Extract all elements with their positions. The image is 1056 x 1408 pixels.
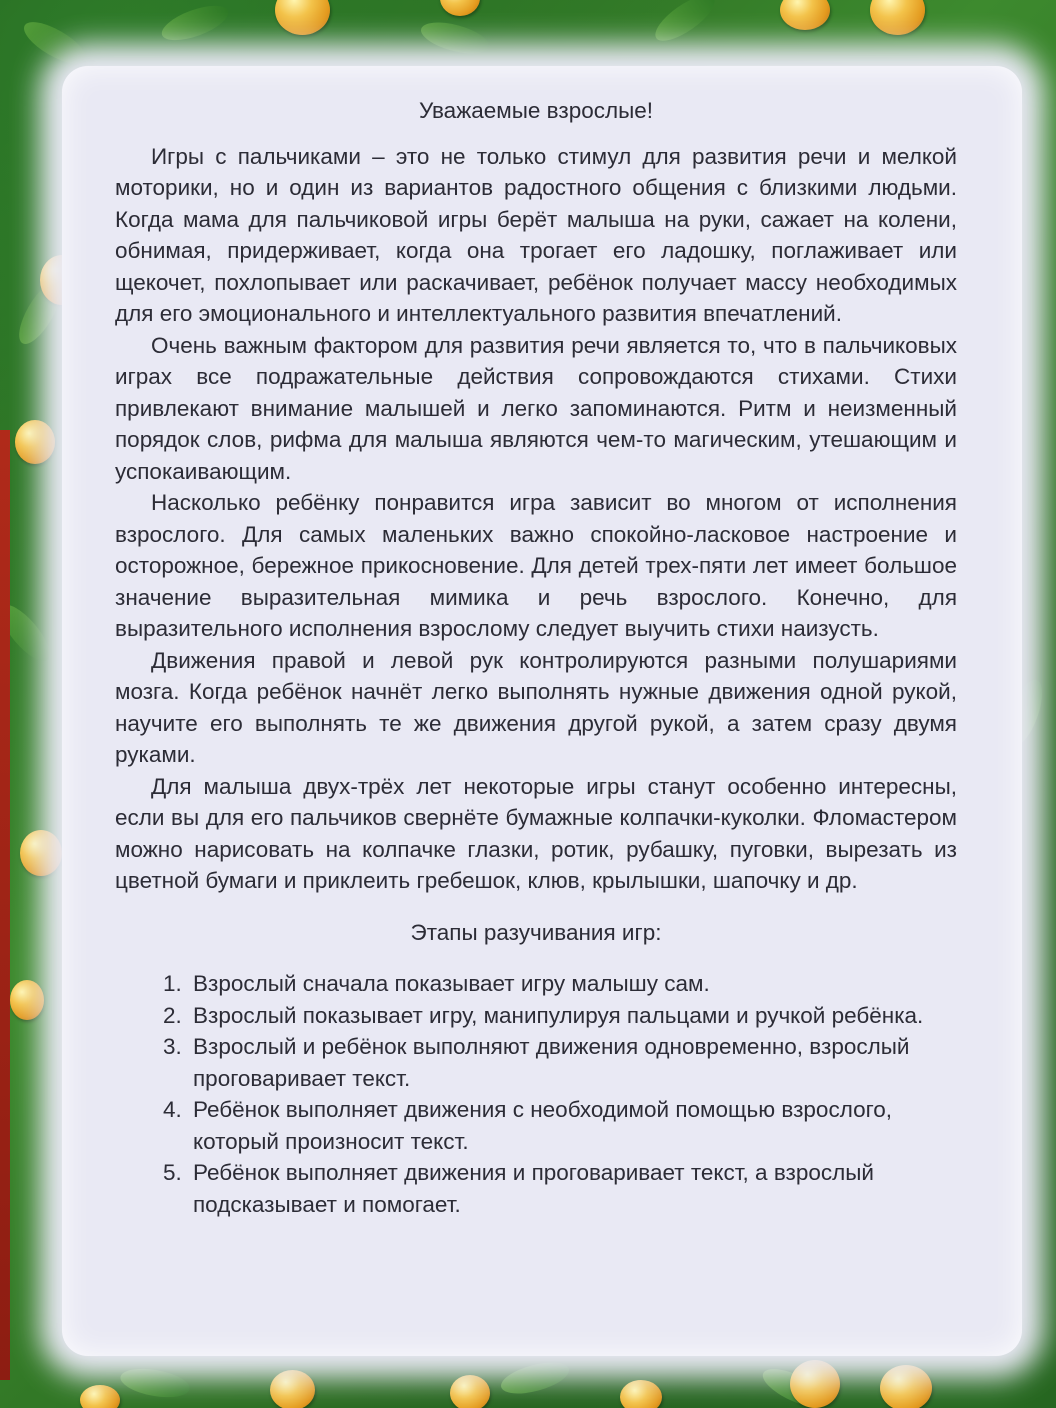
paragraph: Очень важным фактором для развития речи является то, что в пальчиковых играх все подражательные действия сопровождаются стихами. Стихи привлекают внимание малышей и легко запоминаются. Ритм и неизменный порядок слов, рифма для малыша являются чем-то магическим, утешающим и успокаивающим. [115, 332, 957, 484]
list-item-text: Ребёнок выполняет движения и проговаривает текст, а взрослый подсказывает и помогает. [193, 1160, 874, 1217]
stages-list [115, 968, 957, 1220]
list-item-text: Ребёнок выполняет движения с необходимой помощью взрослого, который произносит текст. [193, 1097, 893, 1154]
apple-decoration [10, 980, 44, 1020]
apple-decoration [790, 1360, 840, 1408]
list-item [163, 1094, 943, 1157]
paragraph: Насколько ребёнку понравится игра зависит во многом от исполнения взрослого. Для самых маленьких важно спокойно-ласковое настроение и осторожное, бережное прикосновение. Для детей трех-пяти лет имеет большое значение выразительная мимика и речь взрослого. Конечно, для выразительного исполнения взрослому следует выучить стихи наизусть. [115, 490, 957, 641]
stages-title: Этапы разучивания игр: [410, 919, 662, 945]
list-item-text: Взрослый сначала показывает игру малышу сам. [193, 971, 710, 996]
list-item-number: 1. [163, 971, 182, 996]
leaf-decoration [418, 16, 492, 59]
apple-decoration [620, 1380, 662, 1408]
apple-decoration [80, 1385, 120, 1408]
apple-decoration [270, 1370, 315, 1408]
leaf-decoration [649, 0, 721, 49]
leaf-decoration [18, 14, 92, 72]
apple-decoration [870, 0, 925, 35]
apple-decoration [440, 0, 480, 16]
paragraph: Игры с пальчиками – это не только стимул для развития речи и мелкой моторики, но и один из вариантов радостного общения с близкими людьми. Когда мама для пальчиковой игры берёт малыша на руки, сажает на колени, обнимая, придерживает, когда она трогает его ладошку, поглаживает или щекочет, похлопывает или раскачивает, ребёнок получает массу необходимых для его эмоционального и интеллектуального развития впечатлений. [115, 143, 957, 326]
list-item [163, 1000, 943, 1032]
apple-decoration [880, 1365, 932, 1408]
list-item [163, 968, 943, 1000]
apple-decoration [20, 830, 62, 876]
apple-decoration [275, 0, 330, 35]
apple-decoration [15, 420, 55, 464]
list-item-number: 5. [163, 1160, 182, 1185]
paragraph: Для малыша двух-трёх лет некоторые игры станут особенно интересны, если вы для его пальчиков свернёте бумажные колпачки-куколки. Фломастером можно нарисовать на колпачке глазки, ротик, рубашку, пуговки, вырезать из цветной бумаги и приклеить гребешок, клюв, крылышки, шапочку и др. [115, 773, 957, 893]
leaf-decoration [498, 1356, 572, 1399]
list-item [163, 1157, 943, 1220]
paragraph: Движения правой и левой рук контролируются разными полушариями мозга. Когда ребёнок начнёт легко выполнять нужные движения одной рукой, научите его выполнять те же движения другой рукой, а затем сразу двумя руками. [115, 647, 957, 767]
list-item-number: 4. [163, 1097, 182, 1122]
list-item [163, 1031, 943, 1094]
apple-decoration [450, 1375, 490, 1408]
leaf-decoration [158, 0, 233, 47]
book-spine-edge [0, 430, 10, 1380]
apple-decoration [780, 0, 830, 30]
list-item-number: 3. [163, 1034, 182, 1059]
leaf-decoration [118, 1364, 191, 1402]
list-item-text: Взрослый и ребёнок выполняют движения одновременно, взрослый проговаривает текст. [193, 1034, 910, 1091]
page-title: Уважаемые взрослые! [418, 98, 654, 123]
list-item-text: Взрослый показывает игру, манипулируя пальцами и ручкой ребёнка. [193, 1002, 924, 1028]
page-content [115, 95, 957, 1220]
list-item-number: 2. [163, 1002, 182, 1028]
